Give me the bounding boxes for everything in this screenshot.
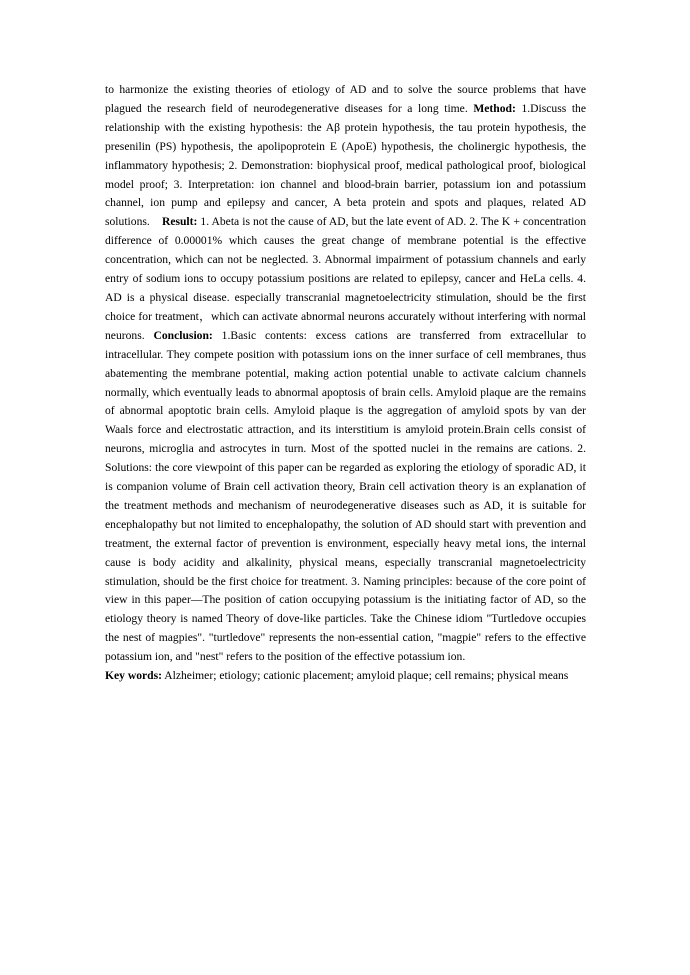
abstract-paragraph	[105, 81, 586, 667]
conclusion-label: Conclusion:	[153, 328, 213, 342]
conclusion-text: 1.Basic contents: excess cations are transferred from extracellular to intracellular. They compete position with potassium ions on the inner surface of cell membranes, thus abatementing the membrane potential, making action potential unable to activate calcium channels normally, which eventually leads to abnormal apoptosis of brain cells. Amyloid plaque are the remains of abnormal apoptotic brain cells. Amyloid plaque is the aggregation of amyloid spots by van der Waals force and electrostatic attraction, and its interstitium is amyloid protein.Brain cells consist of neurons, microglia and astrocytes in turn. Most of the spotted nuclei in the remains are cations. 2. Solutions: the core viewpoint of this paper can be regarded as exploring the etiology of sporadic AD, it is companion volume of Brain cell activation theory, Brain cell activation theory is an explanation of the treatment methods and mechanism of neurodegenerative diseases such as AD, it is suitable for encephalopathy but not limited to encephalopathy, the solution of AD should start with prevention and treatment, the external factor of prevention is environment, especially heavy metal ions, the internal cause is body acidity and alkalinity, physical means, especially transcranial magnetoelectricity stimulation, should be the first choice for treatment. 3. Naming principles: because of the core point of view in this paper—The position of cation occupying potassium is the initiating factor of AD, so the etiology theory is named Theory of dove-like particles. Take the Chinese idiom "Turtledove occupies the nest of magpies". "turtledove" represents the non-essential cation, "magpie" refers to the effective potassium ion, and "nest" refers to the position of the effective potassium ion.	[105, 328, 586, 664]
method-text: 1.Discuss the relationship with the existing hypothesis: the Aβ protein hypothesis, the tau protein hypothesis, the presenilin (PS) hypothesis, the apolipoprotein E (ApoE) hypothesis, the cholinergic hypothesis, the inflammatory hypothesis; 2. Demonstration: biophysical proof, medical pathological proof, biological model proof; 3. Interpretation: ion channel and blood-brain barrier, potassium ion and potassium channel, ion pump and epilepsy and cancer, A beta protein and spots and plaques, related AD solutions.	[105, 101, 586, 229]
method-label: Method:	[473, 101, 516, 115]
abstract-intro: to harmonize the existing theories of etiology of AD and to solve the source problems that have plagued the research field of neurodegenerative diseases for a long time.	[105, 83, 586, 115]
result-text: 1. Abeta is not the cause of AD, but the late event of AD. 2. The K + concentration difference of 0.00001% which causes the great change of membrane potential is the effective concentration, which can not be neglected. 3. Abnormal impairment of potassium channels and early entry of sodium ions to occupy potassium positions are related to epilepsy, cancer and HeLa cells. 4. AD is a physical disease. especially transcranial magnetoelectricity stimulation, should be the first choice for treatment，which can activate abnormal neurons accurately without interfering with normal neurons.	[105, 215, 587, 342]
keywords-label: Key words:	[105, 669, 162, 683]
keywords-text: Alzheimer; etiology; cationic placement; amyloid plaque; cell remains; physical means	[164, 669, 569, 683]
document-page	[105, 81, 586, 686]
keywords-paragraph	[105, 667, 586, 686]
result-label: Result:	[161, 215, 198, 229]
